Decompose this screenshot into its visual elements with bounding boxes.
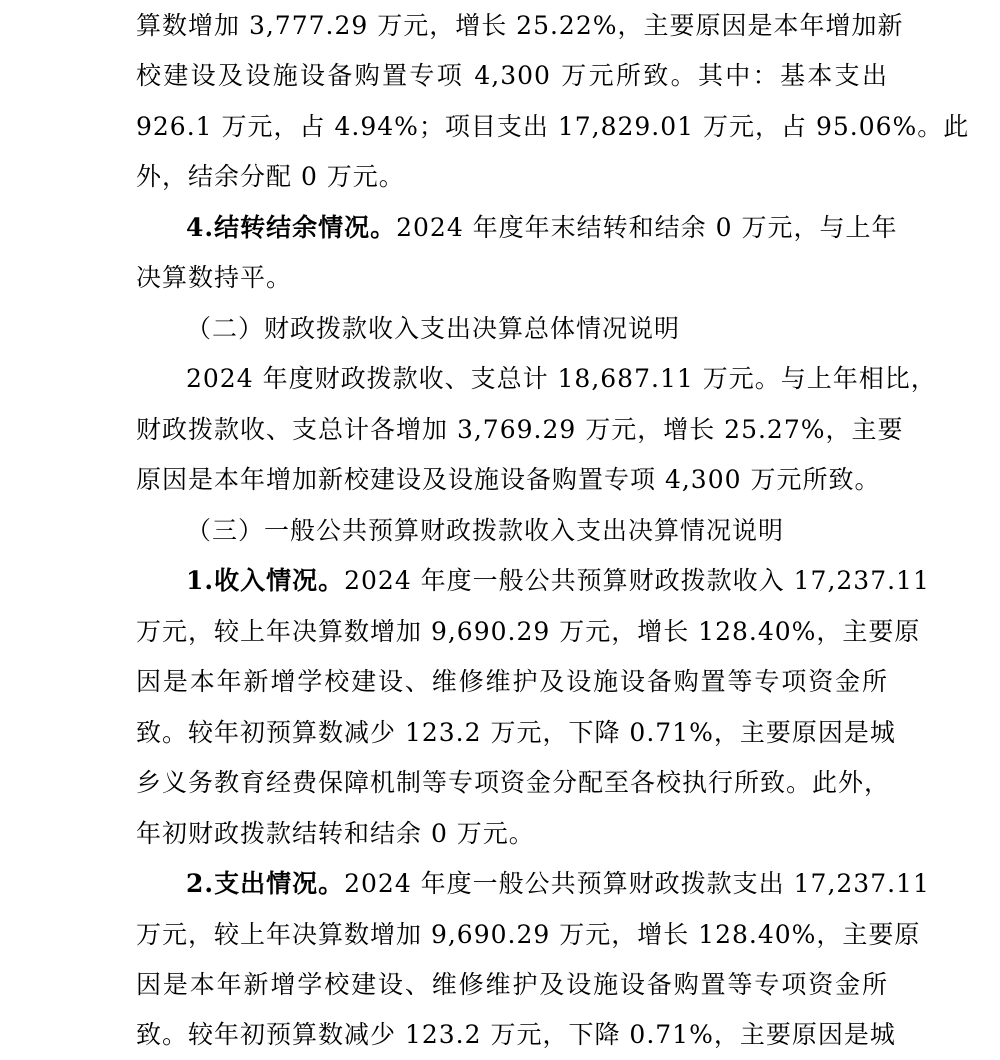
section-lead-expense: 2.支出情况。 — [186, 869, 345, 898]
section-lead-income: 1.收入情况。 — [186, 566, 345, 595]
paragraph-line-income — [186, 556, 930, 606]
paragraph-line: 乡义务教育经费保障机制等专项资金分配至各校执行所致。此外， — [136, 768, 891, 797]
paragraph-line: 财政拨款收、支总计各增加 3,769.29 万元，增长 25.27%，主要 — [136, 415, 904, 444]
paragraph-line: 926.1 万元，占 4.94%；项目支出 17,829.01 万元，占 95.06%。此 — [136, 112, 970, 141]
paragraph-line-expense — [186, 859, 930, 909]
paragraph-line: 万元，较上年决算数增加 9,690.29 万元，增长 128.40%，主要原 — [136, 617, 921, 646]
paragraph-line: 决算数持平。 — [136, 263, 293, 292]
paragraph-line: 致。较年初预算数减少 123.2 万元，下降 0.71%，主要原因是城 — [136, 1020, 896, 1049]
paragraph-line: 2024 年度财政拨款收、支总计 18,687.11 万元。与上年相比， — [186, 364, 937, 393]
paragraph-line: 致。较年初预算数减少 123.2 万元，下降 0.71%，主要原因是城 — [136, 718, 896, 747]
paragraph-line: 算数增加 3,777.29 万元，增长 25.22%，主要原因是本年增加新 — [136, 11, 904, 40]
paragraph-text: 2024 年度一般公共预算财政拨款支出 17,237.11 — [344, 869, 930, 898]
section-heading-3: （三）一般公共预算财政拨款收入支出决算情况说明 — [186, 516, 785, 545]
section-lead-carryover: 4.结转结余情况。 — [186, 213, 397, 242]
paragraph-text: 2024 年度一般公共预算财政拨款收入 17,237.11 — [344, 566, 930, 595]
paragraph-line: 原因是本年增加新校建设及设施设备购置专项 4,300 万元所致。 — [136, 465, 881, 494]
section-heading-2: （二）财政拨款收入支出决算总体情况说明 — [186, 314, 681, 343]
paragraph-text: 2024 年度年末结转和结余 0 万元，与上年 — [396, 213, 898, 242]
paragraph-line: 校建设及设施设备购置专项 4,300 万元所致。其中：基本支出 — [136, 61, 888, 90]
paragraph-line: 因是本年新增学校建设、维修维护及设施设备购置等专项资金所 — [136, 667, 888, 696]
paragraph-line: 年初财政拨款结转和结余 0 万元。 — [136, 819, 535, 848]
paragraph-line: 因是本年新增学校建设、维修维护及设施设备购置等专项资金所 — [136, 970, 888, 999]
paragraph-line: 万元，较上年决算数增加 9,690.29 万元，增长 128.40%，主要原 — [136, 920, 921, 949]
paragraph-line-carryover — [186, 203, 898, 253]
paragraph-line: 外，结余分配 0 万元。 — [136, 162, 405, 191]
